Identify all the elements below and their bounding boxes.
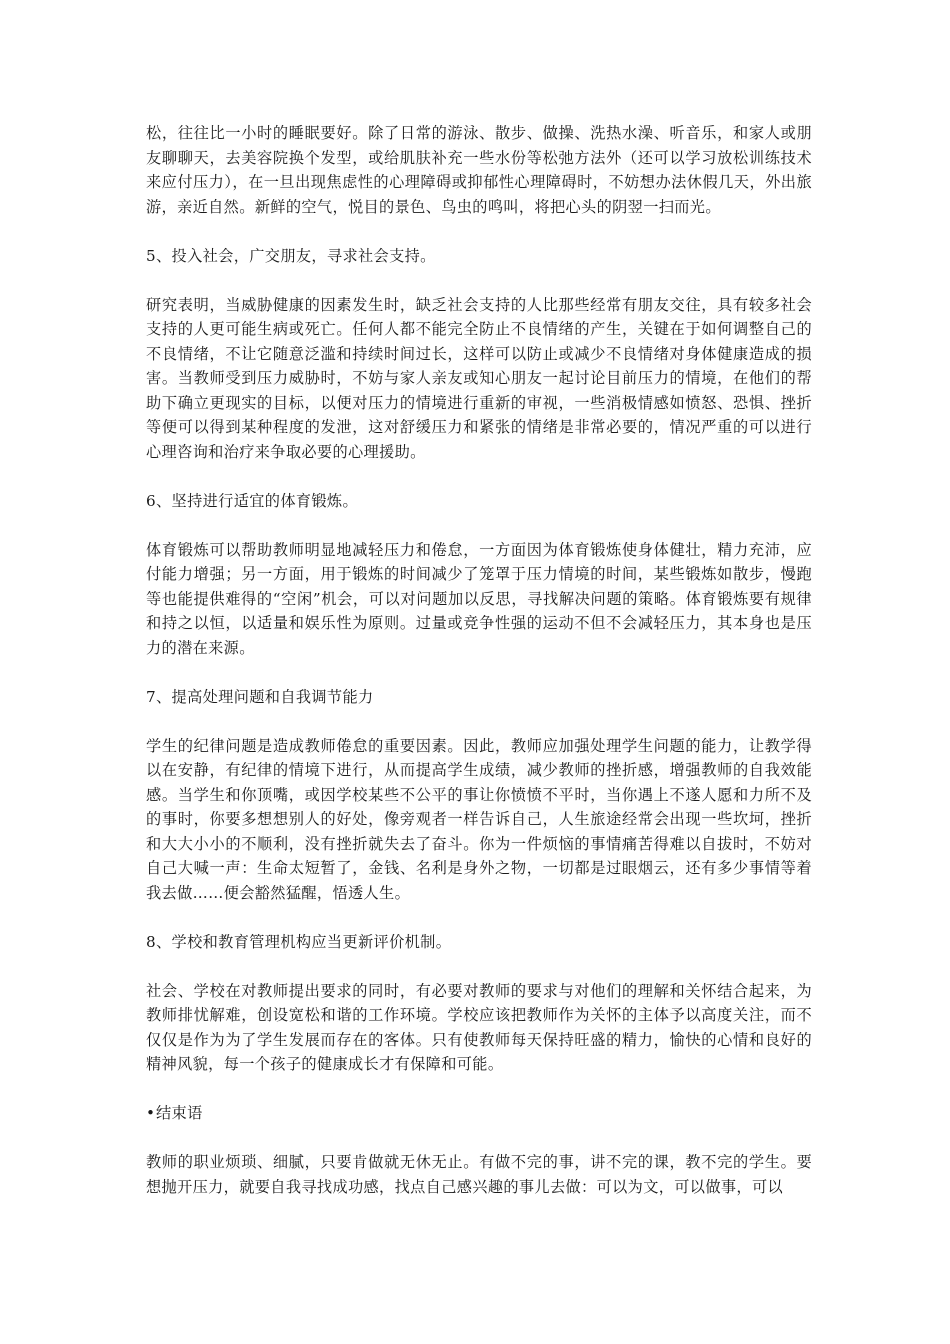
heading-section-5: 5、投入社会，广交朋友，寻求社会支持。 [146,246,436,265]
heading-conclusion [146,1101,812,1126]
paragraph-self-regulation: 学生的纪律问题是造成教师倦怠的重要因素。因此，教师应加强处理学生问题的能力，让教学得以在安静，有纪律的情境下进行，从而提高学生成绩，减少教师的挫折感，增强教师的自我效能感。当学生和你顶嘴，或因学校某些不公平的事让你愤愤不平时，当你遇上不遂人愿和力所不及的事时，你要多想想别人的好处，像旁观者一样告诉自己，人生旅途经常会出现一些坎坷，挫折和大大小小的不顺利，没有挫折就失去了奋斗。你为一件烦恼的事情痛苦得难以自拔时，不妨对自己大喊一声：生命太短暂了，金钱、名利是身外之物，一切都是过眼烟云，还有多少事情等着我去做……便会豁然猛醒，悟透人生。 [146,736,812,902]
paragraph-exercise: 体育锻炼可以帮助教师明显地减轻压力和倦怠，一方面因为体育锻炼使身体健壮，精力充沛，应付能力增强；另一方面，用于锻炼的时间减少了笼罩于压力情境的时间，某些锻炼如散步，慢跑等也能提供难得的“空闲”机会，可以对问题加以反思，寻找解决问题的策略。体育锻炼要有规律和持之以恒，以适量和娱乐性为原则。过量或竞争性强的运动不但不会减轻压力，其本身也是压力的潜在来源。 [146,540,812,657]
paragraph-conclusion: 教师的职业烦琐、细腻，只要肯做就无休无止。有做不完的事，讲不完的课，教不完的学生。要想抛开压力，就要自我寻找成功感，找点自己感兴趣的事儿去做：可以为文，可以做事，可以 [146,1153,812,1196]
document-page [146,121,812,1224]
paragraph-evaluation: 社会、学校在对教师提出要求的同时，有必要对教师的要求与对他们的理解和关怀结合起来，为教师排忧解难，创设宽松和谐的工作环境。学校应该把教师作为关怀的主体予以高度关注，而不仅仅是作为为了学生发展而存在的客体。只有使教师每天保持旺盛的精力，愉快的心情和良好的精神风貌，每一个孩子的健康成长才有保障和可能。 [146,981,812,1073]
paragraph-social-support: 研究表明，当威胁健康的因素发生时，缺乏社会支持的人比那些经常有朋友交往，具有较多社会支持的人更可能生病或死亡。任何人都不能完全防止不良情绪的产生，关键在于如何调整自己的不良情绪，不让它随意泛滥和持续时间过长，这样可以防止或减少不良情绪对身体健康造成的损害。当教师受到压力威胁时，不妨与家人亲友或知心朋友一起讨论目前压力的情境，在他们的帮助下确立更现实的目标，以便对压力的情境进行重新的审视，一些消极情感如愤怒、恐惧、挫折等便可以得到某种程度的发泄，这对舒缓压力和紧张的情绪是非常必要的，情况严重的可以进行心理咨询和治疗来争取必要的心理援助。 [146,295,812,461]
bullet-dot: • [146,1104,156,1122]
heading-section-6: 6、坚持进行适宜的体育锻炼。 [146,491,359,510]
paragraph-relaxation: 松，往往比一小时的睡眠要好。除了日常的游泳、散步、做操、洗热水澡、听音乐，和家人或朋友聊聊天，去美容院换个发型，或给肌肤补充一些水份等松弛方法外（还可以学习放松训练技术来应付压力），在一旦出现焦虑性的心理障碍或抑郁性心理障碍时，不妨想办法休假几天，外出旅游，亲近自然。新鲜的空气，悦目的景色、鸟虫的鸣叫，将把心头的阴翌一扫而光。 [146,124,812,216]
heading-conclusion-label: 结束语 [156,1104,203,1122]
heading-section-8: 8、学校和教育管理机构应当更新评价机制。 [146,932,452,951]
heading-section-7: 7、提高处理问题和自我调节能力 [146,687,374,706]
